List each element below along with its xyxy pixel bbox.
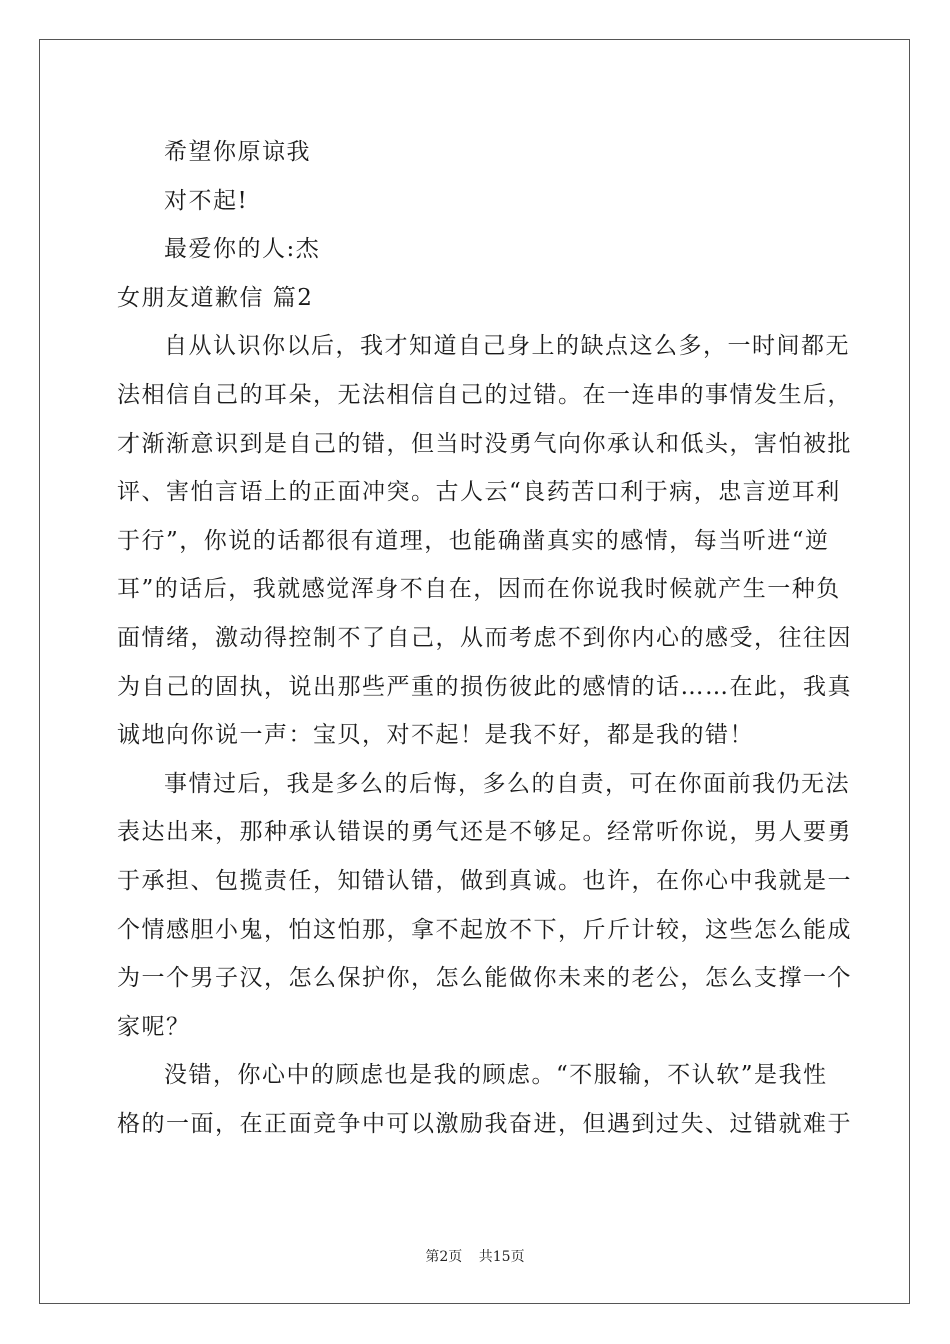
text-line: 自从认识你以后，我才知道自己身上的缺点这么多，一时间都无 xyxy=(164,333,850,360)
page-total: 共15页 xyxy=(478,1249,525,1265)
text-line: 为自己的固执，说出那些严重的损伤彼此的感情的话……在此，我真 xyxy=(117,673,852,700)
text-line: 于行”，你说的话都很有道理，也能确凿真实的感情，每当听进“逆 xyxy=(117,527,830,554)
signature-line: 最爱你的人:杰 xyxy=(164,236,321,263)
text-line: 为一个男子汉，怎么保护你，怎么能做你未来的老公，怎么支撑一个 xyxy=(117,965,852,992)
text-line: 于承担、包揽责任，知错认错，做到真诚。也许，在你心中我就是一 xyxy=(117,867,852,894)
page-footer xyxy=(0,1246,950,1266)
text-line: 格的一面，在正面竞争中可以激励我奋进，但遇到过失、过错就难于 xyxy=(117,1110,852,1137)
text-line: 评、害怕言语上的正面冲突。古人云“良药苦口利于病，忠言逆耳利 xyxy=(117,479,841,506)
text-line: 表达出来，那种承认错误的勇气还是不够足。经常听你说，男人要勇 xyxy=(117,819,852,846)
paragraph-2 xyxy=(117,760,852,1052)
text-line: 才渐渐意识到是自己的错，但当时没勇气向你承认和低头，害怕被批 xyxy=(117,430,852,457)
text-line: 家呢？ xyxy=(117,1013,191,1040)
document-body xyxy=(117,128,852,1148)
paragraph-3 xyxy=(117,1051,852,1148)
text-line: 耳”的话后，我就感觉浑身不自在，因而在你说我时候就产生一种负 xyxy=(117,576,841,603)
text-line: 面情绪，激动得控制不了自己，从而考虑不到你内心的感受，往往因 xyxy=(117,624,852,651)
text-line: 事情过后，我是多么的后悔，多么的自责，可在你面前我仍无法 xyxy=(164,770,850,797)
text-line: 没错，你心中的顾虑也是我的顾虑。“不服输，不认软”是我性 xyxy=(164,1062,828,1089)
text-line: 诚地向你说一声：宝贝，对不起！是我不好，都是我的错！ xyxy=(117,722,754,749)
text-line: 个情感胆小鬼，怕这怕那，拿不起放不下，斤斤计较，这些怎么能成 xyxy=(117,916,852,943)
page-number: 第2页 xyxy=(425,1249,463,1265)
closing-line: 希望你原谅我 xyxy=(164,139,311,165)
section-heading: 女朋友道歉信 篇2 xyxy=(117,284,314,311)
text-line: 法相信自己的耳朵，无法相信自己的过错。在一连串的事情发生后， xyxy=(117,381,852,408)
paragraph-1 xyxy=(117,322,852,759)
closing-line: 对不起! xyxy=(164,187,249,214)
